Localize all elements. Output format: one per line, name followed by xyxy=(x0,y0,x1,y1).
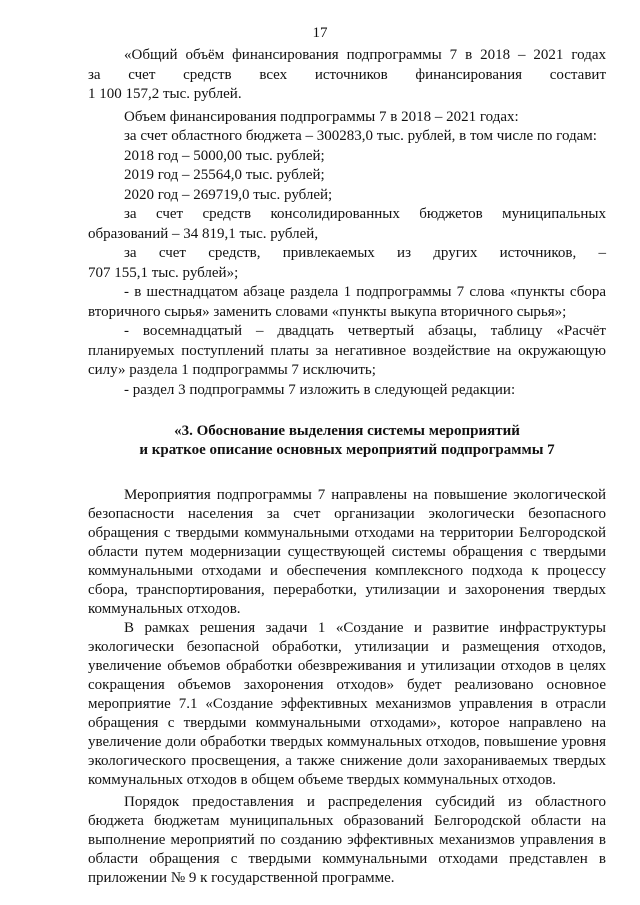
breakdown-municipal-line-1: за счет средств консолидированных бюджетов муниципальных xyxy=(124,206,606,222)
section-paragraph-3: Порядок предоставления и распределения субсидий из областного бюджета бюджетам муниципальных образований Белгородской области на выполнение мероприятий по созданию эффективных механизмов управления в области обращения с твердыми коммунальными отходами представлен в приложении № 9 к государственной программе. xyxy=(88,794,606,886)
document-body xyxy=(88,46,606,888)
financing-total-line-2: за счет средств всех источников финансирования составит xyxy=(88,66,606,83)
breakdown-intro: Объем финансирования подпрограммы 7 в 2018 – 2021 годах: xyxy=(124,108,519,125)
breakdown-municipal-line-2: образований – 34 819,1 тыс. рублей, xyxy=(88,225,319,242)
breakdown-other-sources-line-1: за счет средств, привлекаемых из других источников, – xyxy=(124,245,606,261)
breakdown-year-2020: 2020 год – 269719,0 тыс. рублей; xyxy=(124,186,333,203)
amendment-item-3: - раздел 3 подпрограммы 7 изложить в следующей редакции: xyxy=(124,381,516,398)
section-paragraph-1: Мероприятия подпрограммы 7 направлены на повышение экологической безопасности населения за счет организации экологически безопасного обращения с твердыми коммунальными отходами на территории Белгородской области путем модернизации существующей системы обращения с твердыми коммунальными отходами и обеспечения комплексного подхода к процессу сбора, транспортирования, переработки, утилизации и захоронения твердых коммунальных отходов. xyxy=(88,487,606,617)
financing-breakdown-paragraph xyxy=(88,108,606,284)
breakdown-other-sources-line-2: 707 155,1 тыс. рублей»; xyxy=(88,264,239,281)
section-heading-line-1: «3. Обоснование выделения системы мероприятий xyxy=(174,423,520,439)
breakdown-year-2019: 2019 год – 25564,0 тыс. рублей; xyxy=(124,167,325,183)
breakdown-year-2018: 2018 год – 5000,00 тыс. рублей; xyxy=(124,147,325,164)
page-number: 17 xyxy=(312,25,328,41)
section-heading-line-2: и краткое описание основных мероприятий подпрограммы 7 xyxy=(139,442,555,458)
breakdown-regional-budget: за счет областного бюджета – 300283,0 тыс. рублей, в том числе по годам: xyxy=(124,128,597,144)
amendment-item-2: - восемнадцатый – двадцать четвертый абзацы, таблицу «Расчёт планируемых поступлений платы за негативное воздействие на окружающую силу» раздела 1 подпрограммы 7 исключить; xyxy=(88,323,606,378)
financing-total-paragraph xyxy=(88,46,606,105)
section-paragraph-2: В рамках решения задачи 1 «Создание и развитие инфраструктуры экологически безопасной обработки, утилизации и размещения отходов, увеличение объемов обработки обезвреживания и утилизации отходов в целях сокращения объемов захоронения отходов» будет реализовано основное мероприятие 7.1 «Создание эффективных механизмов управления в отрасли обращения с твердыми коммунальными отходами», которое направлено на увеличение доли обработки твердых коммунальных отходов, повышение уровня экологического просвещения, а также снижение доли захораниваемых твердых коммунальных отходов в общем объеме твердых коммунальных отходов. xyxy=(88,620,606,788)
financing-total-line-3: 1 100 157,2 тыс. рублей. xyxy=(88,86,242,102)
financing-total-line-1: «Общий объём финансирования подпрограммы 7 в 2018 – 2021 годах xyxy=(124,47,606,63)
amendment-item-1: - в шестнадцатом абзаце раздела 1 подпрограммы 7 слова «пункты сбора вторичного сырья» заменить словами «пункты выкупа вторичного сырья»; xyxy=(88,284,606,320)
section-heading xyxy=(88,422,606,460)
